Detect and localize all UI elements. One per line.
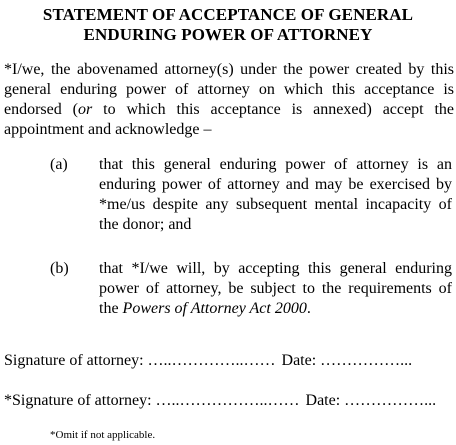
act-name-italic: Powers of Attorney Act 2000: [122, 300, 307, 317]
intro-or-italic: or: [78, 101, 93, 118]
signature-label: Signature of attorney:: [4, 352, 148, 369]
signature-field: …..……………..……: [155, 392, 300, 409]
signature-field: …..…………..……: [147, 352, 276, 369]
date-label: Date:: [305, 392, 345, 409]
intro-text-part-1: *I/we, the abovenamed attorney(s) under the power created by this general enduring power of attorney on which this acceptance is endorsed (: [4, 61, 454, 118]
signature-label: *Signature of attorney:: [4, 392, 156, 409]
list-item-a-text: that this general enduring power of attorney is an enduring power of attorney and may be exercised by *me/us despite any subsequent mental incapacity of the donor; and: [99, 156, 452, 233]
date-label: Date:: [281, 352, 321, 369]
title-line-2: ENDURING POWER OF ATTORNEY: [83, 25, 373, 44]
title-line-1: STATEMENT OF ACCEPTANCE OF GENERAL: [42, 5, 414, 24]
footnote: *Omit if not applicable.: [50, 429, 156, 441]
signature-line-1: [4, 351, 412, 371]
intro-text-part-2: to which this acceptance is annexed) accept the appointment and acknowledge –: [4, 101, 454, 138]
list-marker-a: (a): [50, 156, 68, 173]
signature-line-2: [4, 391, 436, 411]
list-item-b-text-before: that *I/we will, by accepting this general enduring power of attorney, be subject to the requirements of the: [99, 260, 452, 317]
list-item-b-text: [99, 259, 452, 319]
list-marker-b: (b): [50, 260, 69, 277]
date-field: ……………...: [320, 352, 413, 369]
document-title: [0, 5, 456, 45]
date-field: ……………...: [344, 392, 437, 409]
intro-paragraph: [4, 60, 454, 140]
list-item-b-text-after: .: [306, 300, 311, 317]
